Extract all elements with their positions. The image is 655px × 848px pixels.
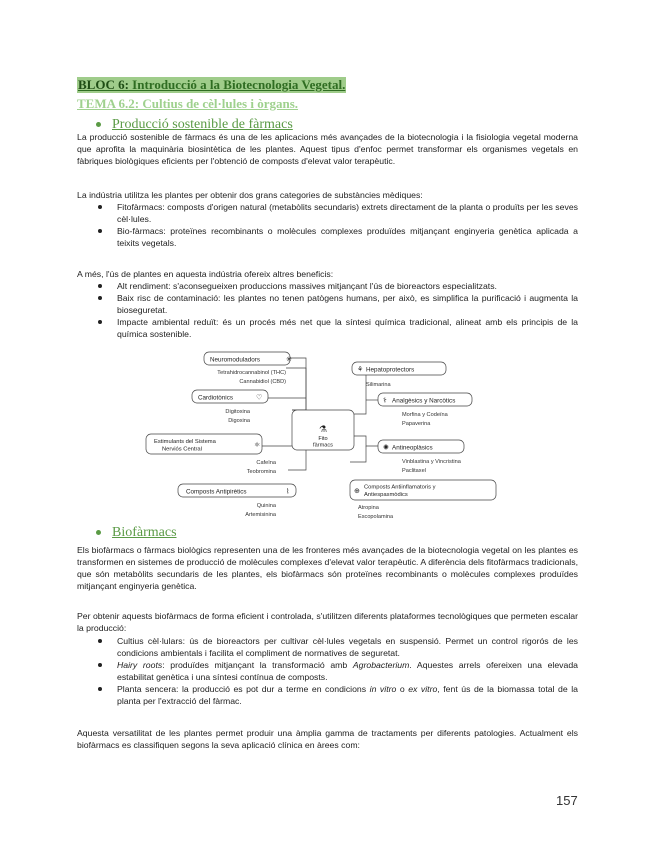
biopharma-intro: Els biofàrmacs o fàrmacs biològics representen una de les fronteres més avançades de la biotecnologia vegetal on les plantes es transformen en sistemes de producció de molècules complexes d'elevat valor terapèutic. A diferència dels fitofàrmacs tradicionals, que són metabòlits secundaris de les plantes, els biofàrmacs són proteïnes recombinants o molècules complexes produïdes mitjançant enginyeria genètica. bbox=[77, 545, 578, 591]
pill-icon: ⚕ bbox=[383, 397, 387, 405]
categories-intro: La indústria utilitza les plantes per obtenir dos grans categories de substàncies mèdiques: bbox=[77, 190, 423, 200]
right-cluster bbox=[350, 362, 496, 520]
list-text: o bbox=[396, 684, 409, 694]
italic-term: in vitro bbox=[369, 684, 397, 694]
item-atropine: Atropina bbox=[358, 505, 379, 511]
item-thc: Tetrahidrocannabinol (THC) bbox=[217, 370, 286, 376]
anti-inflammatory-icon: ⊕ bbox=[354, 488, 360, 495]
item-digitoxin: Digitoxina bbox=[225, 409, 250, 415]
section-heading-text: Producció sostenible de fàrmacs bbox=[112, 117, 293, 132]
list-item: Bio-fàrmacs: proteïnes recombinants o molècules complexes produïdes mitjançant enginyeria genètica aplicada a teixits vegetals. bbox=[77, 225, 578, 249]
node-neuromodulators: Neuromoduladors bbox=[210, 356, 261, 364]
list-item: Fitofàrmacs: composts d'origen natural (metabòlits secundaris) extrets directament de la planta o produïts per les seves cèl·lules. bbox=[77, 201, 578, 225]
intro-paragraph: La producció sostenible de fàrmacs és una de les aplicacions més avançades de la biotecnologia i la fisiologia vegetal moderna que aprofita la maquinària biosintètica de les plantes. Aquest tipus d'enfoc permet transformar els organismes vegetals en fàbriques biològiques eficients per l'obtenció de composts d'elevat valor terapèutic. bbox=[77, 132, 578, 166]
platforms-list bbox=[77, 635, 578, 707]
italic-term: Agrobacterium bbox=[352, 660, 410, 670]
benefits-list bbox=[77, 280, 578, 340]
phytopharma-diagram bbox=[140, 346, 506, 522]
node-cns-stimulants-line2: Nerviós Central bbox=[162, 446, 202, 453]
node-cardiotonics: Cardiotònics bbox=[198, 394, 233, 402]
node-hepatoprotectors: Hepatoprotectors bbox=[366, 366, 415, 374]
list-text: Cultius cèl·lulars: ús de bioreactors per cultivar cèl·lules vegetals en suspensió. Permet un control rigorós de les condicions ambientals i facilita el compliment de normatives de seguretat. bbox=[117, 636, 578, 658]
categories-list bbox=[77, 201, 578, 249]
list-item: Baix risc de contaminació: les plantes no tenen patògens humans, per això, es simplifica la purificació i augmenta la bioseguretat. bbox=[77, 292, 578, 316]
item-cbd: Cannabidiol (CBD) bbox=[239, 379, 286, 385]
bullet-dot bbox=[96, 530, 101, 535]
node-antipyretics: Composts Antipirètics bbox=[186, 488, 247, 496]
closing-paragraph: Aquesta versatilitat de les plantes permet produir una àmplia gamma de tractaments per diferents patologies. Actualment els biofàrmacs es classifiquen segons la seva aplicació clínica en àrees com: bbox=[77, 728, 578, 750]
item-morphine: Morfina y Codeïna bbox=[402, 412, 448, 418]
thermometer-icon: ⌇ bbox=[286, 488, 290, 496]
node-analgesics: Analgèsics y Narcòtics bbox=[392, 397, 456, 405]
section-heading-biopharma bbox=[96, 525, 177, 541]
list-item bbox=[77, 635, 578, 659]
flask-icon: ⚗ bbox=[318, 424, 328, 434]
cell-icon: ✺ bbox=[383, 444, 389, 452]
list-item: Impacte ambiental reduït: és un procés més net que la síntesi química tradicional, alineat amb els principis de la química sostenible. bbox=[77, 316, 578, 340]
item-paclitaxel: Paclitaxel bbox=[402, 468, 426, 474]
tema-heading: TEMA 6.2: Cultius de cèl·lules i òrgans. bbox=[77, 96, 299, 111]
node-cns-stimulants: Estimulants del Sistema bbox=[154, 439, 216, 445]
list-item bbox=[77, 659, 578, 683]
list-item bbox=[77, 683, 578, 707]
list-text: : produïdes mitjançant la transformació amb bbox=[162, 660, 353, 670]
item-quinine: Quinina bbox=[256, 503, 276, 509]
section-heading-text: Biofàrmacs bbox=[112, 525, 177, 540]
center-node bbox=[292, 410, 354, 450]
center-label-line2: fàrmacs bbox=[313, 442, 333, 449]
italic-term: Hairy roots bbox=[117, 660, 163, 670]
item-artemisinin: Artemisinina bbox=[245, 512, 276, 518]
list-text: , fent ús de la biomassa total de la planta per l'extracció del fàrmac. bbox=[117, 684, 578, 706]
center-label-line1: Fito bbox=[318, 436, 328, 442]
item-theobromine: Teobromina bbox=[246, 469, 276, 475]
page-number: 157 bbox=[556, 793, 578, 808]
bloc-title: Introducció a la Biotecnologia Vegetal. bbox=[128, 77, 346, 92]
node-antineoplastics: Antineoplàsics bbox=[392, 444, 433, 452]
list-item: Alt rendiment: s'aconsegueixen produccions massives mitjançant l'ús de bioreactors especialitzats. bbox=[77, 280, 578, 292]
left-cluster bbox=[146, 352, 296, 518]
item-vinblastine: Vinblastina y Vincristina bbox=[402, 459, 461, 465]
item-silymarin: Silimarina bbox=[366, 382, 391, 388]
brain-icon: ⚛ bbox=[254, 442, 261, 449]
item-scopolamine: Escopolamina bbox=[358, 514, 394, 520]
bloc-heading bbox=[77, 77, 346, 93]
heart-icon: ♡ bbox=[256, 394, 263, 402]
item-digoxin: Digoxina bbox=[228, 418, 250, 424]
liver-icon: ⚘ bbox=[357, 366, 364, 374]
bullet-dot bbox=[96, 122, 101, 127]
cannabis-leaf-icon: ✳ bbox=[286, 356, 292, 364]
list-text: Planta sencera: la producció es pot dur a terme en condicions bbox=[117, 684, 370, 694]
benefits-intro: A més, l'ús de plantes en aquesta indústria ofereix altres beneficis: bbox=[77, 269, 334, 279]
node-antiinflammatory: Composts Antiinflamatoris y bbox=[364, 484, 436, 491]
italic-term: ex vitro bbox=[408, 684, 438, 694]
item-papaverine: Papaverina bbox=[402, 421, 431, 427]
platforms-intro: Per obtenir aquests biofàrmacs de forma eficient i controlada, s'utilitzen diferents plataformes tecnològiques que permeten escalar la producció: bbox=[77, 611, 578, 633]
bloc-label: BLOC 6: bbox=[78, 77, 129, 92]
node-antiinflammatory-line2: Antiespasmòdics bbox=[364, 492, 408, 498]
list-text: . Aquestes arrels ofereixen una elevada estabilitat genètica i una síntesi contínua de composts. bbox=[117, 660, 579, 682]
item-caffeine: Cafeïna bbox=[256, 460, 276, 466]
